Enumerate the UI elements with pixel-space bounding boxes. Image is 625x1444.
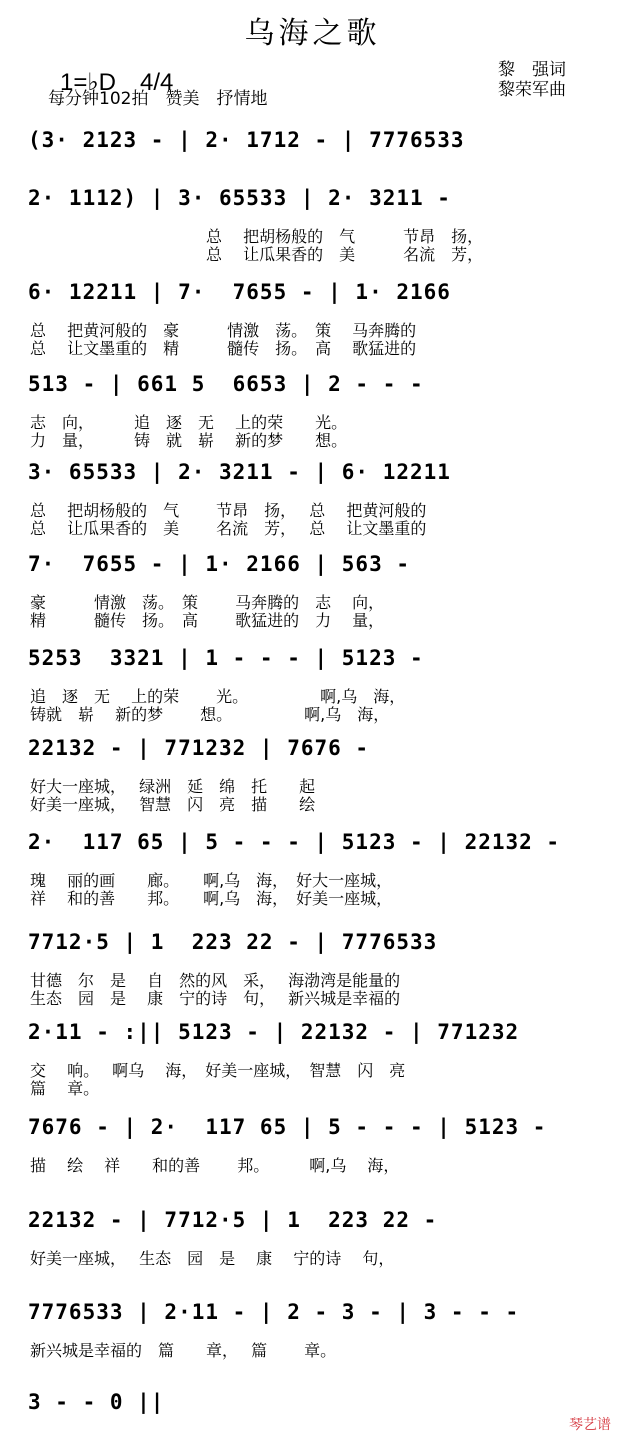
lyric-line: 总 把胡杨般的 气 节昂 扬， [30,227,484,246]
lyric-line: 豪 情激 荡。 策 马奔腾的 志 向， [30,593,385,612]
lyric-line: 追 逐 无 上的荣 光。 啊,乌 海， [30,687,406,706]
lyric-line: 篇 章。 [30,1079,100,1098]
watermark-logo: 琴艺谱 [569,1417,611,1433]
lyric-line: 总 让瓜果香的 美 名流 芳， 总 让文墨重的 [30,519,427,538]
lyric-line: 力 量， 铸 就 崭 新的梦 想。 [30,431,348,450]
notation-line: 7676 - | 2· 117 65 | 5 - - - | 5123 - [28,1115,547,1139]
notation-line: 3· 65533 | 2· 3211 - | 6· 12211 [28,460,451,484]
composer-credit: 黎荣军曲 [498,80,566,100]
lyric-line: 好美一座城， 智慧 闪 亮 描 绘 [30,795,316,814]
lyric-line: 志 向， 追 逐 无 上的荣 光。 [30,413,348,432]
lyric-line: 瑰 丽的画 廊。 啊,乌 海， 好大一座城， [30,871,393,890]
tempo-marking: 每分钟102拍 赞美 抒情地 [48,89,268,109]
credits [498,60,566,100]
lyricist-credit: 黎 强词 [498,60,566,80]
lyric-line: 描 绘 祥 和的善 邦。 啊,乌 海， [30,1156,400,1175]
lyric-line: 精 髓传 扬。 高 歌猛进的 力 量， [30,611,385,630]
lyric-line: 总 让瓜果香的 美 名流 芳， [30,245,484,264]
notation-line: 6· 12211 | 7· 7655 - | 1· 2166 [28,280,451,304]
notation-line: 22132 - | 771232 | 7676 - [28,736,370,760]
notation-line: 2·11 - :|| 5123 - | 22132 - | 771232 [28,1020,520,1044]
lyric-line: 交 响。 啊乌 海， 好美一座城， 智慧 闪 亮 [30,1061,406,1080]
song-title: 乌海之歌 [244,16,381,51]
lyric-line: 铸就 崭 新的梦 想。 啊,乌 海， [30,705,390,724]
notation-line: 513 - | 661 5 6653 | 2 - - - [28,372,424,396]
notation-line: 7776533 | 2·11 - | 2 - 3 - | 3 - - - [28,1300,520,1324]
key-signature: 1=♭D 4/4 [60,69,174,96]
lyric-line: 好大一座城， 绿洲 延 绵 托 起 [30,777,316,796]
lyric-line: 甘德 尔 是 自 然的风 采， 海渤湾是能量的 [30,971,401,990]
lyric-line: 总 把黄河般的 豪 情激 荡。 策 马奔腾的 [30,321,417,340]
notation-line: (3· 2123 - | 2· 1712 - | 7776533 [28,128,465,152]
notation-line: 2· 1112) | 3· 65533 | 2· 3211 - [28,186,451,210]
notation-line: 3 - - 0 || [28,1390,165,1414]
notation-line: 22132 - | 7712·5 | 1 223 22 - [28,1208,438,1232]
notation-line: 7712·5 | 1 223 22 - | 7776533 [28,930,438,954]
lyric-line: 总 把胡杨般的 气 节昂 扬， 总 把黄河般的 [30,501,427,520]
lyric-line: 新兴城是幸福的 篇 章， 篇 章。 [30,1341,337,1360]
lyric-line: 生态 园 是 康 宁的诗 句， 新兴城是幸福的 [30,989,401,1008]
notation-line: 2· 117 65 | 5 - - - | 5123 - | 22132 - [28,830,561,854]
lyric-line: 总 让文墨重的 精 髓传 扬。 高 歌猛进的 [30,339,417,358]
lyric-line: 祥 和的善 邦。 啊,乌 海， 好美一座城， [30,889,393,908]
notation-line: 5253 3321 | 1 - - - | 5123 - [28,646,424,670]
lyric-line: 好美一座城， 生态 园 是 康 宁的诗 句， [30,1249,395,1268]
notation-line: 7· 7655 - | 1· 2166 | 563 - [28,552,411,576]
